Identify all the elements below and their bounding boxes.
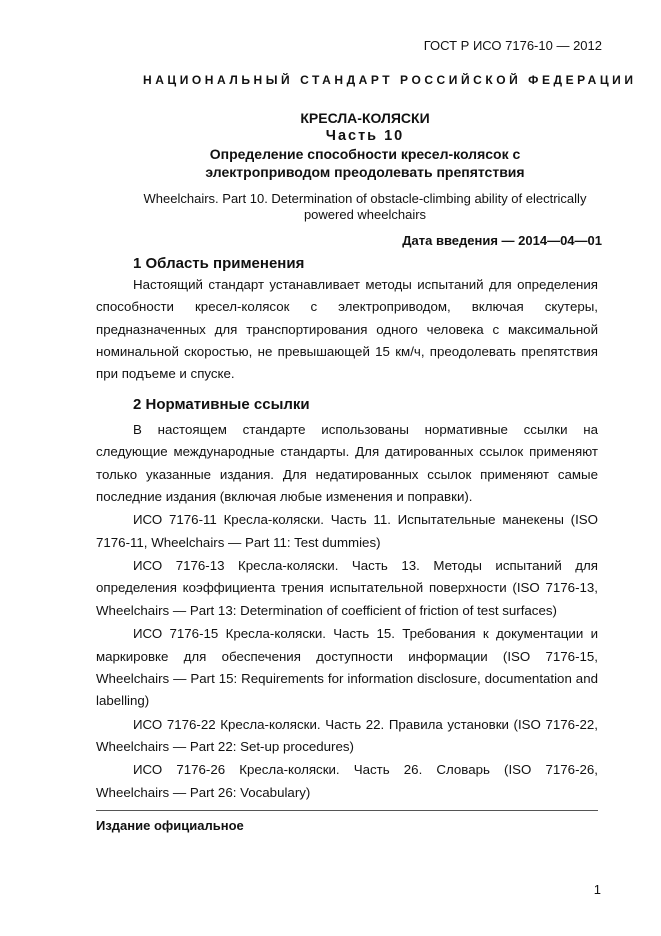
- document-code: ГОСТ Р ИСО 7176-10 — 2012: [423, 38, 602, 53]
- title-line-1: КРЕСЛА-КОЛЯСКИ: [300, 110, 430, 126]
- english-title-line-2: powered wheelchairs: [303, 207, 427, 222]
- section-2-body: [96, 419, 598, 805]
- page-number: 1: [593, 882, 601, 897]
- introduction-date: Дата введения — 2014—04—01: [402, 233, 602, 248]
- reference-item: ИСО 7176-11 Кресла-коляски. Часть 11. Испытательные манекены (ISO 7176-11, Wheelchairs — Part 11: Test dummies): [96, 512, 598, 550]
- reference-item: ИСО 7176-22 Кресла-коляски. Часть 22. Правила установки (ISO 7176-22, Wheelchairs — Part 22: Set-up procedures): [96, 716, 598, 754]
- section-1-paragraph: Настоящий стандарт устанавливает методы испытаний для определения способности кресел-колясок с электроприводом, включая скутеры, предназначенных для транспортирования одного человека с максимальной номинальной скоростью, не превышающей 15 км/ч, преодолевать препятствия при подъеме и спуске.: [96, 277, 598, 382]
- section-2-intro: В настоящем стандарте использованы нормативные ссылки на следующие международные стандарты. Для датированных ссылок применяют только указанные издания. Для недатированных ссылок применяют самые последние издания (включая любые изменения и поправки).: [96, 422, 598, 504]
- official-edition-label: Издание официальное: [96, 818, 244, 833]
- title-part: Часть 10: [325, 128, 405, 144]
- reference-item: ИСО 7176-15 Кресла-коляски. Часть 15. Требования к документации и маркировке для обеспечения доступности информации (ISO 7176-15, Wheelchairs — Part 15: Requirements for information disclosure, documentation and labelling): [96, 626, 598, 709]
- section-2-heading: 2 Нормативные ссылки: [133, 396, 310, 413]
- english-title-line-1: Wheelchairs. Part 10. Determination of obstacle-climbing ability of electrically: [143, 191, 587, 206]
- title-line-4: электроприводом преодолевать препятствия: [205, 164, 525, 180]
- reference-item: ИСО 7176-13 Кресла-коляски. Часть 13. Методы испытаний для определения коэффициента трения испытательной поверхности (ISO 7176-13, Wheelchairs — Part 13: Determination of coefficient of friction of test surfaces): [96, 558, 598, 618]
- section-1-body: [96, 274, 598, 385]
- footer-divider: [96, 810, 598, 811]
- national-standard-banner: НАЦИОНАЛЬНЫЙ СТАНДАРТ РОССИЙСКОЙ ФЕДЕРАЦИИ: [143, 73, 637, 87]
- section-1-heading: 1 Область применения: [133, 255, 305, 272]
- reference-item: ИСО 7176-26 Кресла-коляски. Часть 26. Словарь (ISO 7176-26, Wheelchairs — Part 26: Vocabulary): [96, 762, 598, 800]
- title-line-3: Определение способности кресел-колясок с: [209, 146, 521, 162]
